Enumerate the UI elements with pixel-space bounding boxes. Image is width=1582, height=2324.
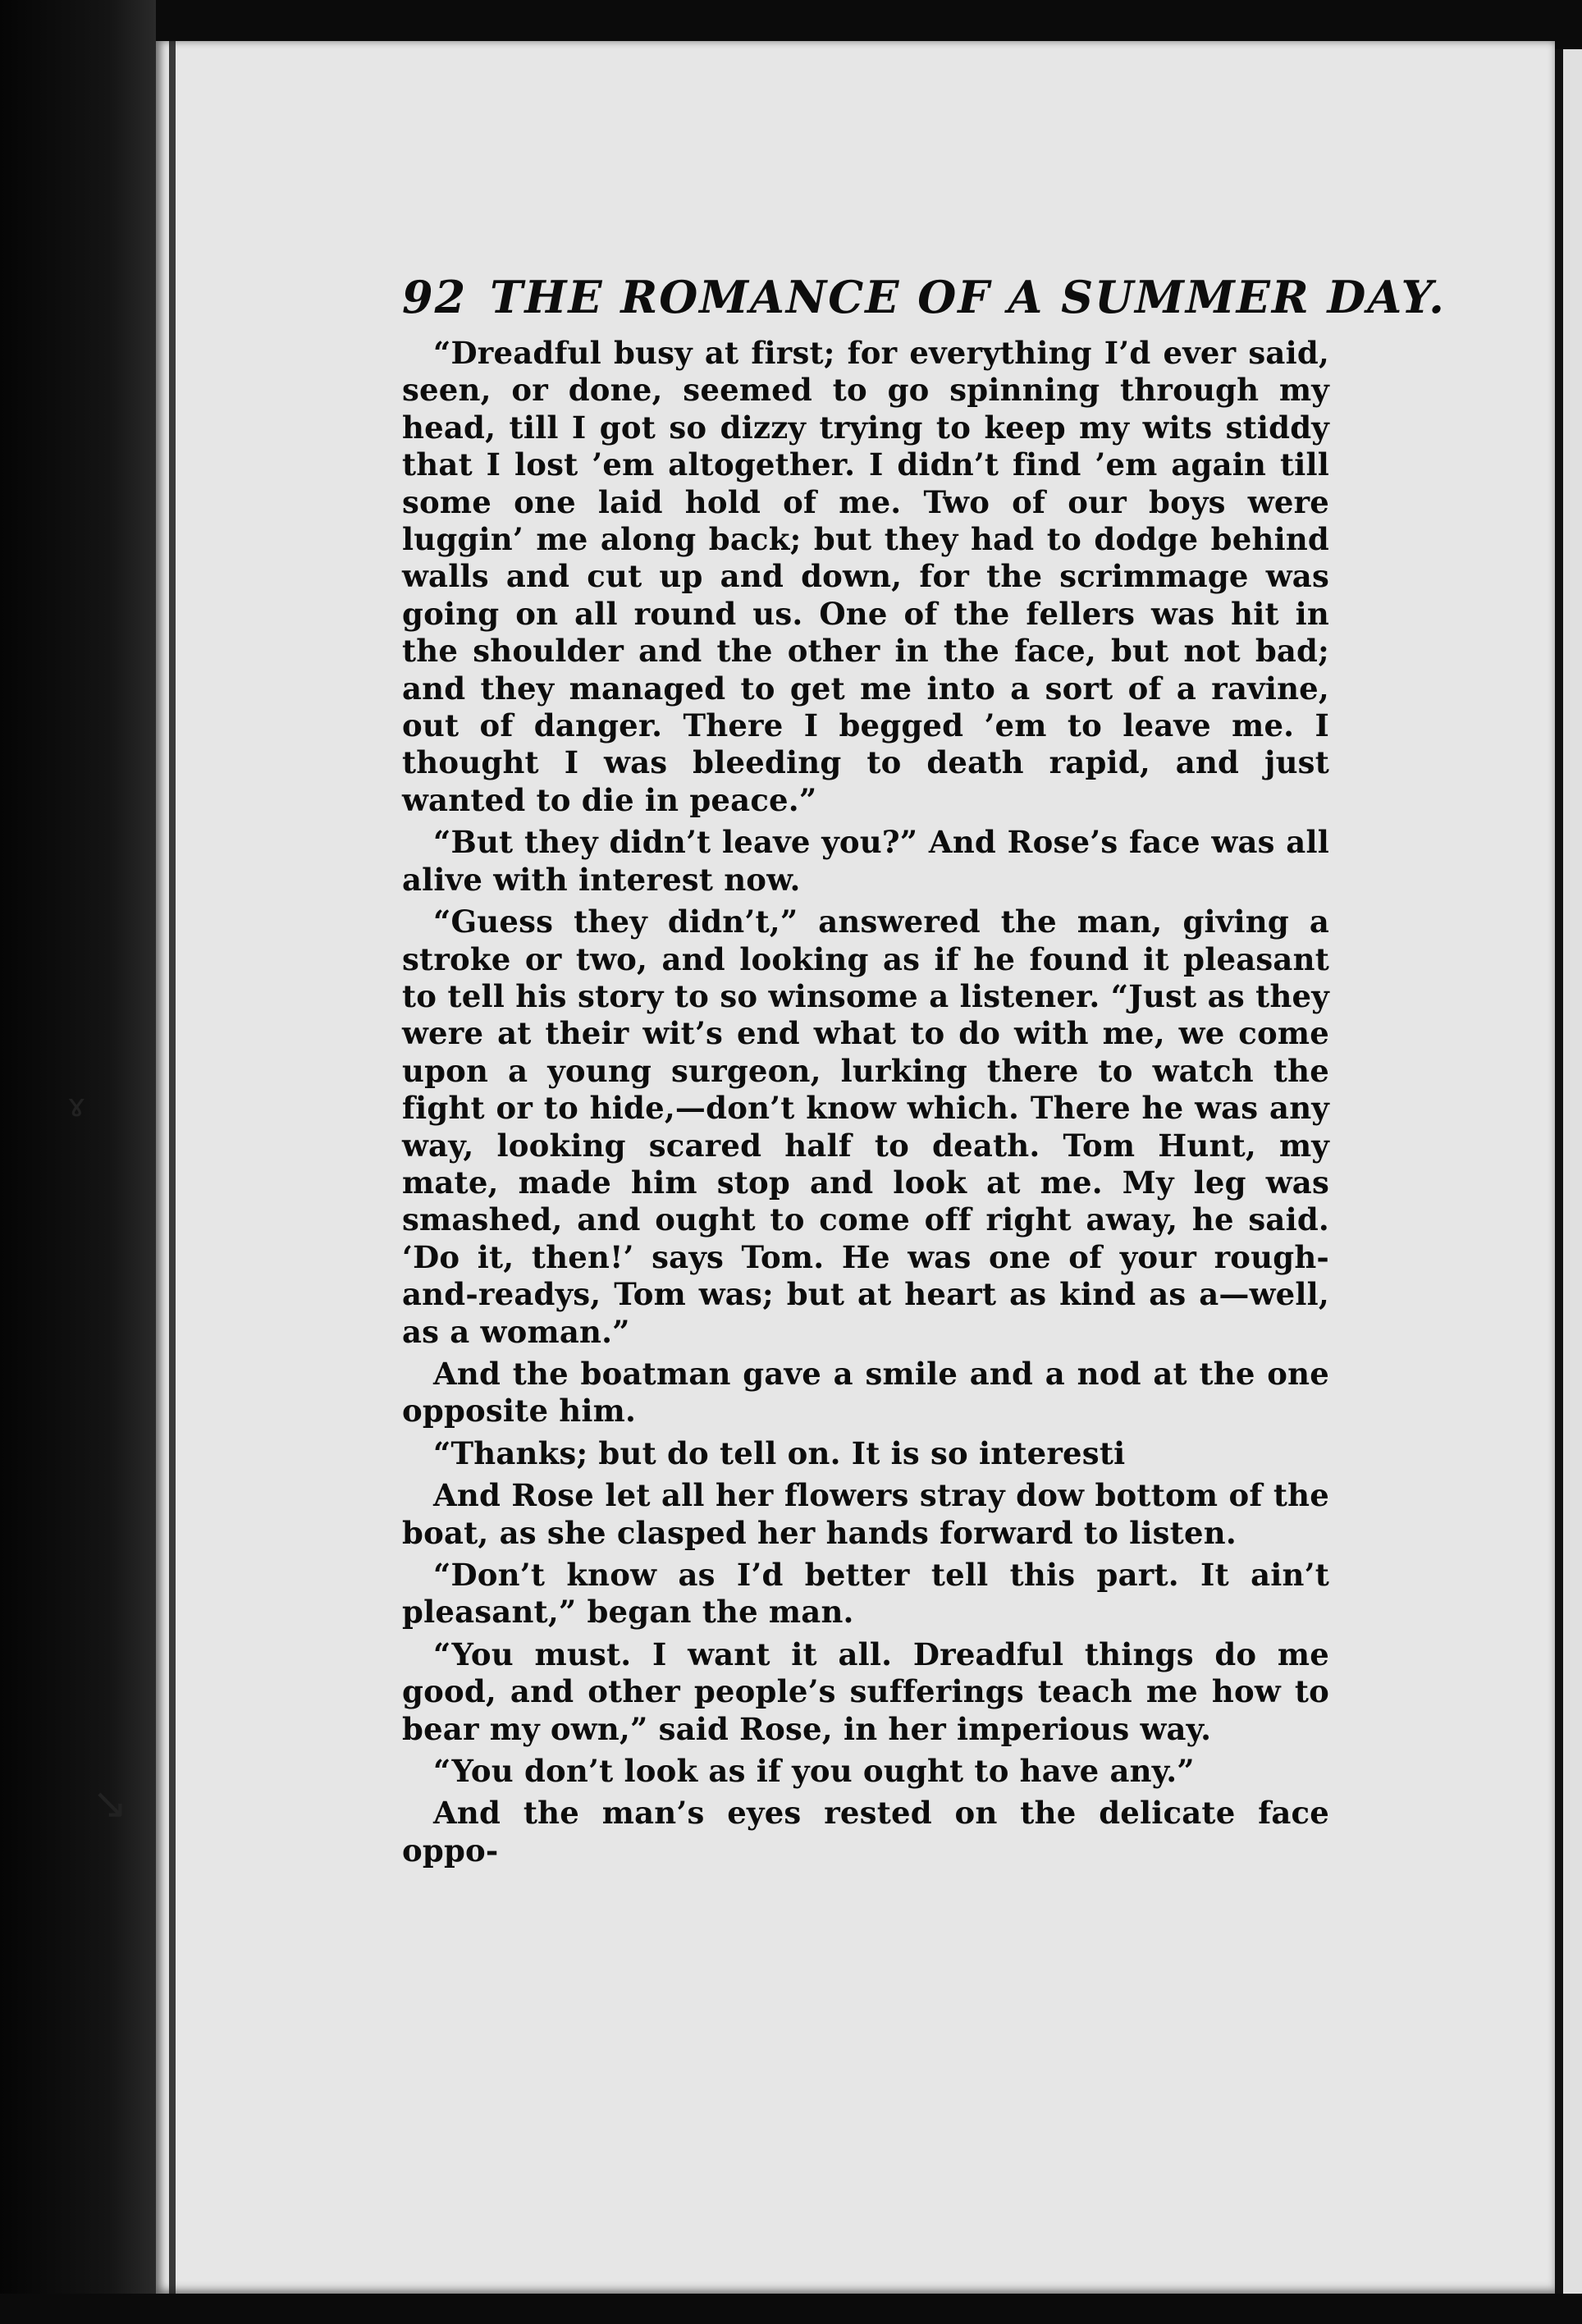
paragraph-5: “Thanks; but do tell on. It is so interesti	[433, 1434, 1126, 1471]
running-header	[402, 271, 1446, 323]
scanner-left-border	[0, 0, 156, 2324]
paragraph-3: “Guess they didn’t,” answered the man, giving a stroke or two, and looking as if he found it pleasant to tell his story to so winsome a listener. “Just as they were at their wit’s end what to do with me, we come upon a young surgeon, lurking there to watch the fight or to hide,—don’t know which. There he was any way, looking scared half to death. Tom Hunt, my mate, made him stop and look at me. My leg was smashed, and ought to come off right away, he said. ‘Do it, then!’ says Tom. He was one of your rough-and-readys, Tom was; but at heart as kind as a—well, as a woman.”	[402, 904, 1329, 1350]
paragraph-10: And the man’s eyes rested on the delicate face oppo-	[402, 1795, 1329, 1869]
paragraph-1: “Dreadful busy at first; for everything I’d ever said, seen, or done, seemed to go spinning through my head, till I got so dizzy trying to keep my wits stiddy that I lost ’em altogether. I didn’t find ’em again till some one laid hold of me. Two of our boys were luggin’ me along back; but they had to dodge behind walls and cut up and down, for the scrimmage was going on all round us. One of the fellers was hit in the shoulder and the other in the face, but not bad; and they managed to get me into a sort of a ravine, out of danger. There I begged ’em to leave me. I thought I was bleeding to death rapid, and just wanted to die in peace.”	[402, 335, 1329, 818]
paragraph-8: “You must. I want it all. Dreadful things do me good, and other people’s sufferings teach me how to bear my own,” said Rose, in her imperious way.	[402, 1635, 1329, 1747]
facing-page-shadow	[1555, 49, 1563, 2298]
paragraph-7: “Don’t know as I’d better tell this part. It ain’t pleasant,” began the man.	[402, 1557, 1329, 1631]
paragraph-4: And the boatman gave a smile and a nod at the one opposite him.	[402, 1355, 1329, 1430]
paragraph-2: “But they didn’t leave you?” And Rose’s face was all alive with interest now.	[402, 824, 1329, 898]
scanner-bottom-border	[0, 2294, 1582, 2324]
paragraph-9: “You don’t look as if you ought to have any.”	[433, 1753, 1195, 1790]
page-binding-edge	[169, 41, 176, 2294]
running-title: THE ROMANCE OF A SUMMER DAY.	[490, 271, 1446, 323]
page-text	[402, 271, 1446, 1874]
page-number: 92	[402, 271, 468, 323]
paragraph-6: And Rose let all her flowers stray dow bottom of the boat, as she clasped her hands forward to listen.	[402, 1477, 1329, 1551]
margin-speck: ɤ	[67, 1087, 86, 1123]
margin-tick: ↘	[92, 1779, 128, 1828]
